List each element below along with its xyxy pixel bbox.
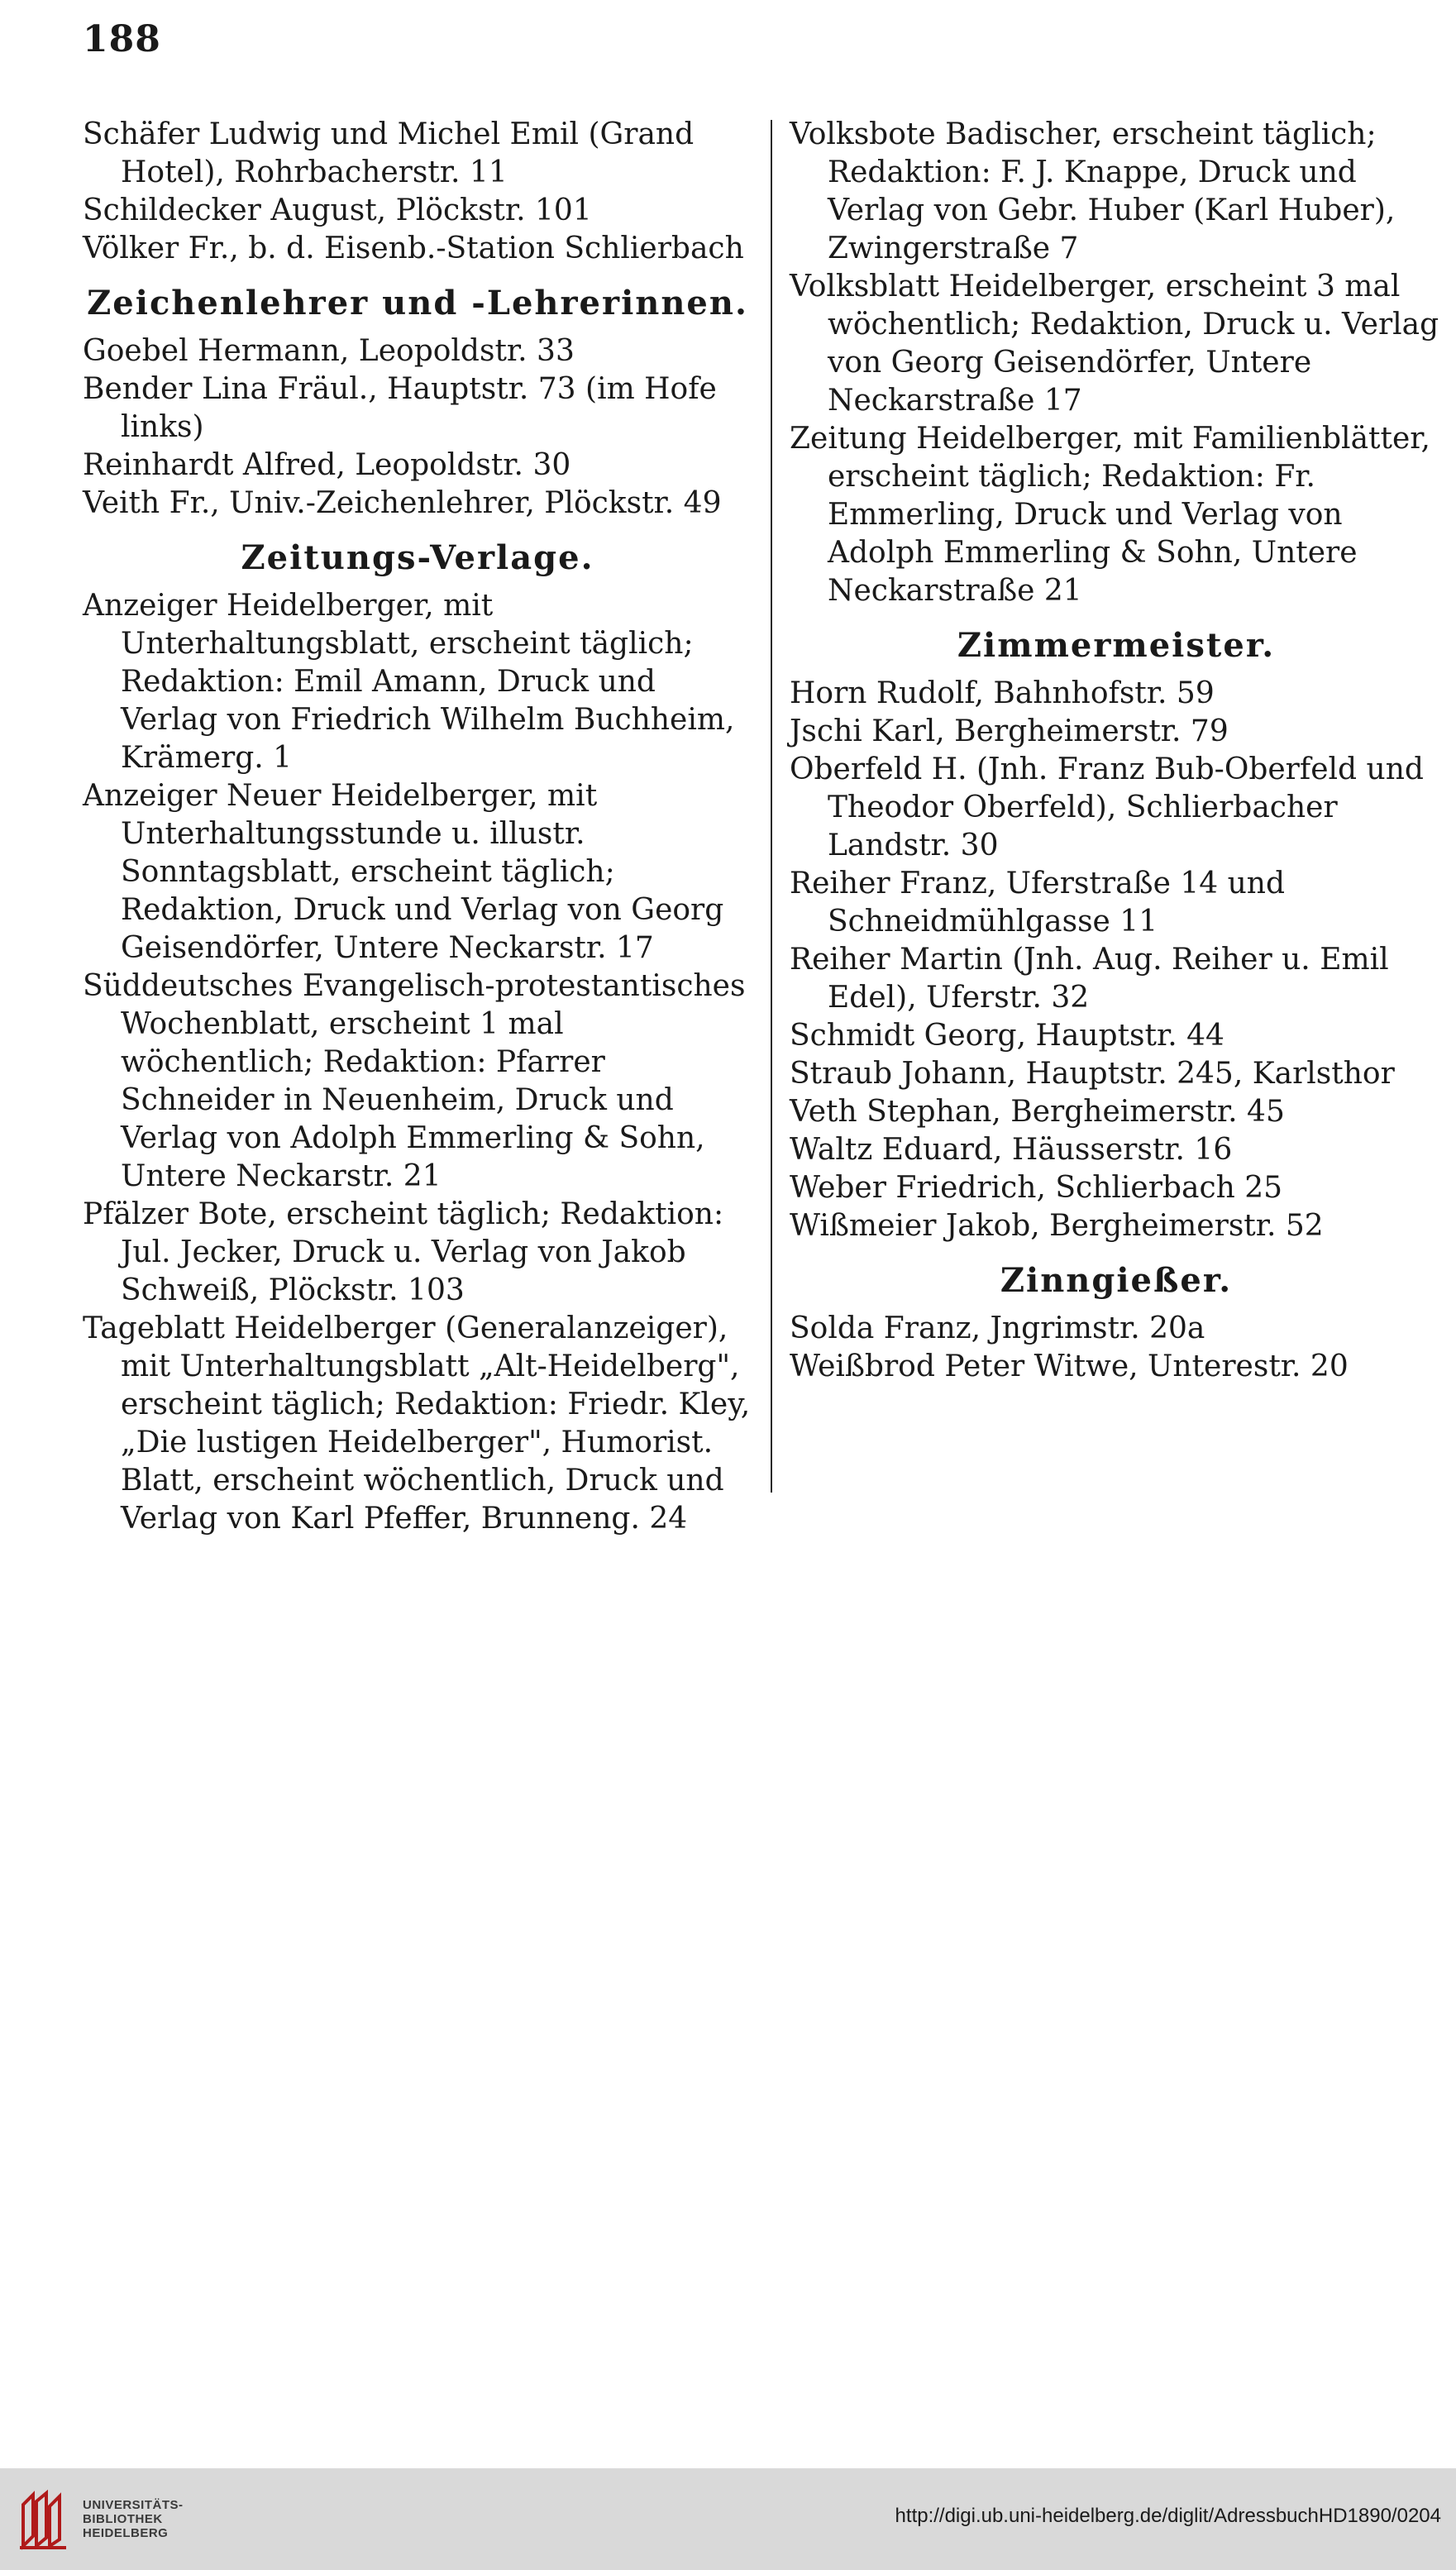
- directory-entry: Wißmeier Jakob, Bergheimerstr. 52: [790, 1209, 1324, 1243]
- directory-entry: Reiher Martin (Jnh. Aug. Reiher u. Emil Edel), Uferstr. 32: [790, 943, 1389, 1015]
- directory-entry: Reinhardt Alfred, Leopoldstr. 30: [83, 448, 571, 482]
- section-entries-zeichenlehrer: [83, 332, 752, 523]
- directory-entry: Veith Fr., Univ.-Zeichenlehrer, Plöckstr. 49: [83, 486, 722, 520]
- right-top-entries: [790, 116, 1443, 610]
- section-heading-zinngiesser: Zinngießer.: [1000, 1261, 1233, 1300]
- directory-entry: Schmidt Georg, Hauptstr. 44: [790, 1019, 1224, 1053]
- directory-entry: Süddeutsches Evangelisch-protestantisches Wochenblatt, erscheint 1 mal wöchentlich; Redaktion: Pfarrer Schneider in Neuenheim, Druck und Verlag von Adolph Emmerling & Sohn, Untere Neckarstr. 21: [83, 969, 746, 1193]
- directory-entry: Schildecker August, Plöckstr. 101: [83, 193, 592, 227]
- library-name-line: UNIVERSITÄTS-: [83, 2498, 184, 2512]
- directory-entry: Schäfer Ludwig und Michel Emil (Grand Hotel), Rohrbacherstr. 11: [83, 117, 695, 189]
- directory-entry: Weißbrod Peter Witwe, Unterestr. 20: [790, 1349, 1349, 1383]
- directory-entry: Jschi Karl, Bergheimerstr. 79: [790, 714, 1229, 748]
- library-name-line: BIBLIOTHEK: [83, 2512, 163, 2526]
- source-url-link[interactable]: http://digi.ub.uni-heidelberg.de/diglit/AdressbuchHD1890/0204: [895, 2505, 1441, 2527]
- section-entries-zinngiesser: [790, 1310, 1443, 1386]
- directory-entry: Weber Friedrich, Schlierbach 25: [790, 1171, 1283, 1205]
- directory-entry: Tageblatt Heidelberger (Generalanzeiger), mit Unterhaltungsblatt „Alt-Heidelberg", erscheint täglich; Redaktion: Friedr. Kley, „Die lustigen Heidelberger", Humorist. Blatt, erscheint wöchentlich, Druck und Verlag von Karl Pfeffer, Brunneng. 24: [83, 1311, 751, 1536]
- section-entries-zimmermeister: [790, 675, 1443, 1245]
- library-name: [83, 2498, 184, 2540]
- directory-entry: Veth Stephan, Bergheimerstr. 45: [790, 1095, 1285, 1129]
- section-heading-zeitungs-verlage: Zeitungs-Verlage.: [241, 538, 594, 577]
- directory-entry: Volksblatt Heidelberger, erscheint 3 mal wöchentlich; Redaktion, Druck u. Verlag von Georg Geisendörfer, Untere Neckarstraße 17: [790, 270, 1439, 418]
- directory-entry: Reiher Franz, Uferstraße 14 und Schneidmühlgasse 11: [790, 867, 1286, 939]
- page-number: 188: [83, 18, 161, 60]
- directory-entry: Zeitung Heidelberger, mit Familienblätter, erscheint täglich; Redaktion: Fr. Emmerling, Druck und Verlag von Adolph Emmerling & Sohn, Untere Neckarstraße 21: [790, 422, 1430, 608]
- library-seal-icon-svg: [17, 2488, 74, 2551]
- directory-entry: Oberfeld H. (Jnh. Franz Bub-Oberfeld und Theodor Oberfeld), Schlierbacher Landstr. 30: [790, 752, 1424, 862]
- right-column: [790, 116, 1443, 1386]
- directory-entry: Waltz Eduard, Häusserstr. 16: [790, 1133, 1233, 1167]
- directory-entry: Völker Fr., b. d. Eisenb.-Station Schlierbach: [83, 232, 744, 265]
- directory-entry: Anzeiger Heidelberger, mit Unterhaltungsblatt, erscheint täglich; Redaktion: Emil Amann, Druck und Verlag von Friedrich Wilhelm Buchheim, Krämerg. 1: [83, 589, 735, 775]
- directory-entry: Straub Johann, Hauptstr. 245, Karlsthor: [790, 1057, 1395, 1091]
- library-seal-icon: [17, 2488, 74, 2551]
- section-entries-zeitungs-verlage: [83, 587, 752, 1538]
- section-heading-zimmermeister: Zimmermeister.: [957, 626, 1276, 665]
- directory-entry: Bender Lina Fräul., Hauptstr. 73 (im Hofe links): [83, 372, 717, 444]
- footer-bar: [0, 2468, 1456, 2570]
- directory-entry: Volksbote Badischer, erscheint täglich; Redaktion: F. J. Knappe, Druck und Verlag von Gebr. Huber (Karl Huber), Zwingerstraße 7: [790, 117, 1396, 265]
- section-heading-zeichenlehrer: Zeichenlehrer und -Lehrerinnen.: [87, 284, 748, 322]
- column-divider: [771, 120, 772, 1493]
- directory-entry: Pfälzer Bote, erscheint täglich; Redaktion: Jul. Jecker, Druck u. Verlag von Jakob Schweiß, Plöckstr. 103: [83, 1197, 724, 1307]
- left-column: [83, 116, 752, 1538]
- directory-entry: Goebel Hermann, Leopoldstr. 33: [83, 334, 575, 368]
- left-top-entries: [83, 116, 752, 268]
- directory-entry: Anzeiger Neuer Heidelberger, mit Unterhaltungsstunde u. illustr. Sonntagsblatt, erscheint täglich; Redaktion, Druck und Verlag von Georg Geisendörfer, Untere Neckarstr. 17: [83, 779, 724, 965]
- directory-entry: Solda Franz, Jngrimstr. 20a: [790, 1311, 1205, 1345]
- directory-entry: Horn Rudolf, Bahnhofstr. 59: [790, 676, 1215, 710]
- library-name-line: HEIDELBERG: [83, 2526, 169, 2540]
